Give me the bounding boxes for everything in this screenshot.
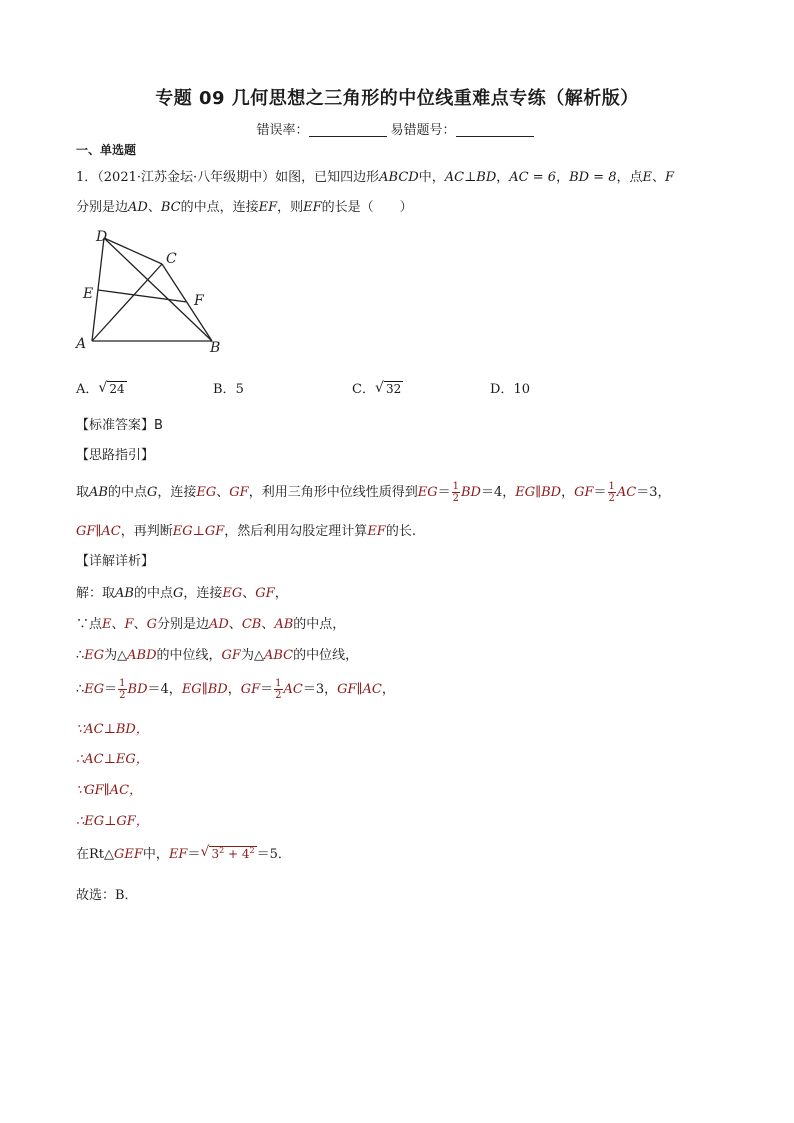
label-e: E [83,286,94,302]
analysis-tag: 【详解详析】 [76,554,155,569]
choice-c[interactable] [352,378,403,397]
question-text: 中， [418,170,445,185]
condition-ac: AC = 6 [509,170,557,185]
segment-ad [92,238,104,341]
segment-ef-line [98,290,187,302]
choice-b[interactable] [213,378,244,397]
choice-letter: A． [76,382,99,397]
sqrt-expression: √ 32 [374,380,402,396]
choice-a[interactable] [76,378,127,397]
choice-value: 10 [513,382,530,397]
side-bc: BC [160,200,181,215]
choice-d[interactable] [490,378,530,397]
radicand: 24 [109,382,125,396]
label-c: C [166,251,177,267]
analysis-step-3: ∴EG为△ABD的中位线，GF为△ABC的中位线， [76,648,359,663]
label-f: F [194,293,204,309]
question-line-1: 1．（2021·江苏金坛·八年级期中）如图，已知四边形ABCD中，AC⊥BD，AC = 6，BD = 8，点E、F [76,170,675,185]
question-text: 的中点，连接 [180,200,259,215]
analysis-step-1: 解：取AB的中点G，连接EG、GF， [76,586,288,601]
error-stats-line [0,119,794,138]
question-text: ，则 [277,200,304,215]
side-ad: AD [128,200,148,215]
analysis-step-2: ∵点E、F、G分别是边AD、CB、AB的中点， [76,617,346,632]
segment-cb [162,264,212,341]
label-b: B [210,340,221,356]
error-rate-blank [309,122,387,137]
hint-line-2: GF∥AC，再判断EG⊥GF，然后利用勾股定理计算EF的长. [76,524,416,539]
wrong-question-blank [456,122,534,137]
analysis-step-8: ∴EG⊥GF， [76,814,149,829]
analysis-step-6: ∴AC⊥EG， [76,752,149,767]
error-rate-label: 错误率： [256,123,309,138]
question-source: （2021·江苏金坛·八年级期中） [97,170,276,185]
question-number: 1． [76,170,98,185]
diagonal-bd [104,238,212,341]
analysis-step-9: 在Rt△GEF中，EF＝ √ $3^2 + 4^2 =5$． [76,844,291,862]
radicand: 32 [385,382,402,396]
segment-ef: EF [303,200,322,215]
label-a: A [76,336,87,352]
section-heading: 一、单选题 [76,143,137,157]
question-text: 的长是（ ） [321,200,413,215]
sqrt-expression: √ 24 [98,380,125,396]
quad-name: ABCD [379,170,419,185]
answer-value: B [154,418,163,433]
segment-dc [104,238,162,264]
hint-line-1: 取AB的中点G，连接EG、GF，利用三角形中位线性质得到EG＝ $\frac{1}{2}$ BD＝4，EG∥BD，GF＝ $\frac{1}{2}$ AC＝3， [76,481,671,504]
analysis-step-5: ∵AC⊥BD， [76,722,149,737]
label-d: D [96,229,108,245]
choice-letter: C． [352,382,375,397]
choice-value: 5 [235,382,244,397]
choice-letter: D． [490,382,514,397]
segment-ef: EF [258,200,278,215]
condition-bd: BD = 8 [569,170,617,185]
quadrilateral-figure [74,228,234,356]
page-title: 专题 09 几何思想之三角形的中位线重难点专练（解析版） [155,88,639,109]
condition-perpendicular: AC⊥BD [444,170,497,185]
point-e: E [642,170,652,185]
analysis-step-7: ∵GF∥AC， [76,783,143,798]
wrong-question-label: 易错题号： [390,123,456,138]
question-text: 如图，已知四边形 [275,170,380,185]
analysis-step-4: ∴EG＝ $\frac{1}{2}$ BD＝4，EG∥BD，GF＝ $\frac{1}{2}$ AC＝3，GF∥AC， [76,678,395,701]
choice-letter: B． [213,382,236,397]
question-text: 分别是边 [76,200,129,215]
answer-tag: 【标准答案】 [76,418,155,433]
hint-tag: 【思路指引】 [76,448,155,463]
analysis-conclusion: 故选：B． [76,888,138,903]
question-line-2: 分别是边AD、BC的中点，连接EF，则EF的长是（ ） [76,200,413,215]
diagonal-ac [92,264,162,341]
standard-answer [76,414,163,433]
question-text: ，点 [616,170,643,185]
point-f: F [665,170,675,185]
